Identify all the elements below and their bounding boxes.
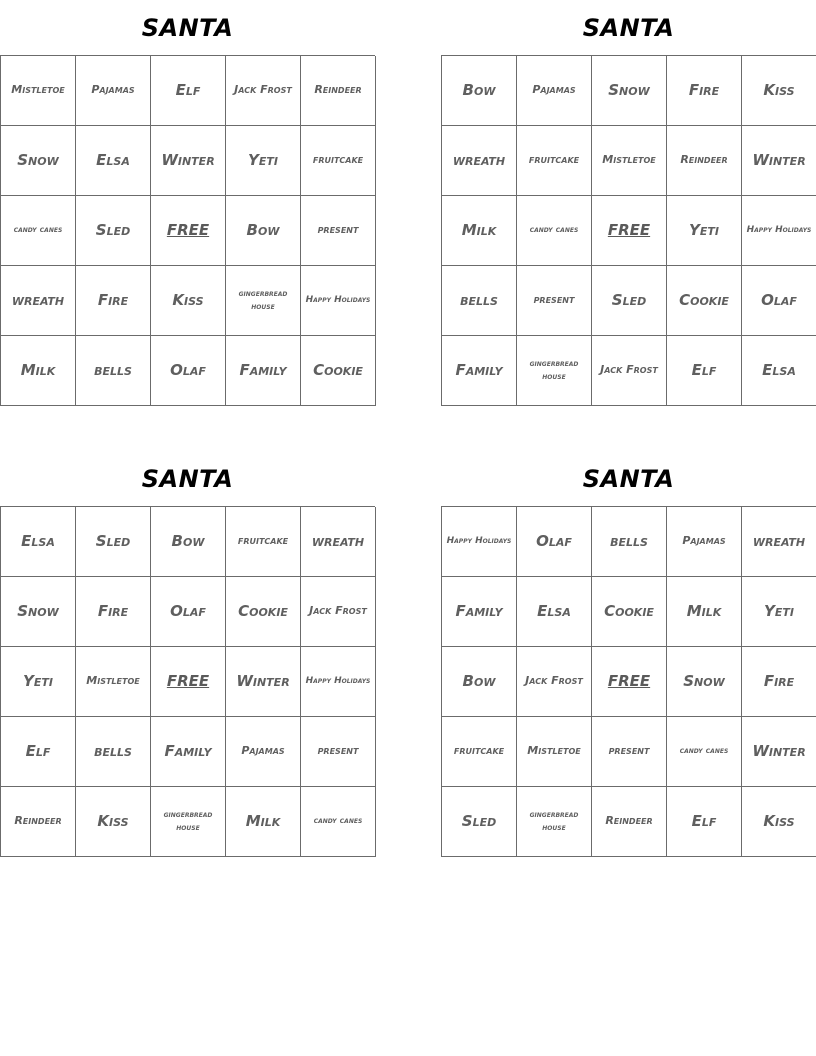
bingo-cell: Mistletoe bbox=[517, 717, 592, 787]
bingo-cell: Yeti bbox=[667, 196, 742, 266]
free-space-cell: FREE bbox=[151, 647, 226, 717]
bingo-cell: Elf bbox=[151, 56, 226, 126]
bingo-cell: Reindeer bbox=[1, 787, 76, 857]
bingo-cell: Mistletoe bbox=[592, 126, 667, 196]
bingo-cell: Yeti bbox=[742, 577, 816, 647]
bingo-cell: Mistletoe bbox=[1, 56, 76, 126]
bingo-card-1 bbox=[0, 0, 375, 406]
bingo-cell: Reindeer bbox=[667, 126, 742, 196]
bingo-cell: wreath bbox=[442, 126, 517, 196]
bingo-cell: gingerbread house bbox=[517, 336, 592, 406]
bingo-cell: Snow bbox=[1, 126, 76, 196]
bingo-cell: Olaf bbox=[151, 577, 226, 647]
bingo-cell: Elsa bbox=[1, 507, 76, 577]
bingo-card-3 bbox=[0, 451, 375, 857]
card-title: SANTA bbox=[582, 13, 675, 42]
bingo-cell: gingerbread house bbox=[151, 787, 226, 857]
bingo-cell: candy canes bbox=[517, 196, 592, 266]
bingo-cell: Jack Frost bbox=[301, 577, 376, 647]
bingo-cell: Fire bbox=[76, 266, 151, 336]
bingo-cell: fruitcake bbox=[442, 717, 517, 787]
bingo-cell: gingerbread house bbox=[517, 787, 592, 857]
bingo-cell: Family bbox=[442, 336, 517, 406]
bingo-cell: Pajamas bbox=[226, 717, 301, 787]
bingo-cell: wreath bbox=[742, 507, 816, 577]
bingo-cell: candy canes bbox=[301, 787, 376, 857]
bingo-card-4 bbox=[441, 451, 816, 857]
bingo-cell: Winter bbox=[151, 126, 226, 196]
bingo-cell: Jack Frost bbox=[226, 56, 301, 126]
bingo-cell: Cookie bbox=[226, 577, 301, 647]
bingo-cell: present bbox=[517, 266, 592, 336]
bingo-cell: Snow bbox=[667, 647, 742, 717]
bingo-cell: fruitcake bbox=[226, 507, 301, 577]
bingo-cell: Kiss bbox=[76, 787, 151, 857]
bingo-cell: present bbox=[301, 196, 376, 266]
bingo-cell: Winter bbox=[742, 717, 816, 787]
bingo-cell: Snow bbox=[1, 577, 76, 647]
bingo-grid bbox=[441, 506, 816, 857]
bingo-cell: bells bbox=[76, 336, 151, 406]
bingo-cell: present bbox=[301, 717, 376, 787]
bingo-cell: Family bbox=[442, 577, 517, 647]
bingo-cell: bells bbox=[592, 507, 667, 577]
free-space-cell: FREE bbox=[151, 196, 226, 266]
free-space-cell: FREE bbox=[592, 647, 667, 717]
bingo-cell: Cookie bbox=[667, 266, 742, 336]
bingo-cell: Mistletoe bbox=[76, 647, 151, 717]
bingo-cell: bells bbox=[442, 266, 517, 336]
bingo-grid bbox=[0, 506, 375, 857]
bingo-cell: Happy Holidays bbox=[301, 266, 376, 336]
bingo-cell: Yeti bbox=[226, 126, 301, 196]
bingo-cell: Happy Holidays bbox=[301, 647, 376, 717]
bingo-cell: Kiss bbox=[742, 56, 816, 126]
bingo-cell: Fire bbox=[76, 577, 151, 647]
bingo-cell: Jack Frost bbox=[517, 647, 592, 717]
bingo-cell: Sled bbox=[592, 266, 667, 336]
bingo-cell: Yeti bbox=[1, 647, 76, 717]
bingo-cell: Elsa bbox=[76, 126, 151, 196]
bingo-cell: Bow bbox=[151, 507, 226, 577]
bingo-cell: Cookie bbox=[592, 577, 667, 647]
free-space-cell: FREE bbox=[592, 196, 667, 266]
bingo-cell: Reindeer bbox=[301, 56, 376, 126]
bingo-cell: fruitcake bbox=[517, 126, 592, 196]
bingo-cell: gingerbread house bbox=[226, 266, 301, 336]
bingo-cell: Sled bbox=[442, 787, 517, 857]
bingo-cell: Pajamas bbox=[76, 56, 151, 126]
bingo-cell: candy canes bbox=[667, 717, 742, 787]
bingo-cell: Happy Holidays bbox=[442, 507, 517, 577]
bingo-cell: Olaf bbox=[742, 266, 816, 336]
bingo-cell: Family bbox=[151, 717, 226, 787]
card-title: SANTA bbox=[582, 464, 675, 493]
bingo-cell: Milk bbox=[1, 336, 76, 406]
bingo-cell: bells bbox=[76, 717, 151, 787]
bingo-cell: Sled bbox=[76, 196, 151, 266]
bingo-cell: Family bbox=[226, 336, 301, 406]
bingo-cell: Elf bbox=[667, 336, 742, 406]
bingo-cell: Olaf bbox=[151, 336, 226, 406]
bingo-cell: Snow bbox=[592, 56, 667, 126]
bingo-grid bbox=[441, 55, 816, 406]
bingo-cell: wreath bbox=[301, 507, 376, 577]
bingo-cell: Milk bbox=[667, 577, 742, 647]
bingo-cell: Bow bbox=[442, 647, 517, 717]
bingo-cell: Bow bbox=[226, 196, 301, 266]
bingo-cell: fruitcake bbox=[301, 126, 376, 196]
bingo-cell: Milk bbox=[226, 787, 301, 857]
bingo-cell: Winter bbox=[742, 126, 816, 196]
bingo-cell: Elsa bbox=[742, 336, 816, 406]
bingo-cell: Elf bbox=[1, 717, 76, 787]
bingo-cell: present bbox=[592, 717, 667, 787]
bingo-cell: Kiss bbox=[742, 787, 816, 857]
bingo-cell: Kiss bbox=[151, 266, 226, 336]
bingo-cell: Olaf bbox=[517, 507, 592, 577]
bingo-cell: Winter bbox=[226, 647, 301, 717]
bingo-cell: Elf bbox=[667, 787, 742, 857]
card-title: SANTA bbox=[141, 13, 234, 42]
bingo-cell: Happy Holidays bbox=[742, 196, 816, 266]
bingo-cell: Bow bbox=[442, 56, 517, 126]
bingo-grid bbox=[0, 55, 375, 406]
bingo-cell: Pajamas bbox=[667, 507, 742, 577]
bingo-card-2 bbox=[441, 0, 816, 406]
bingo-cell: Cookie bbox=[301, 336, 376, 406]
bingo-cell: Sled bbox=[76, 507, 151, 577]
bingo-cell: wreath bbox=[1, 266, 76, 336]
bingo-cell: Milk bbox=[442, 196, 517, 266]
card-title: SANTA bbox=[141, 464, 234, 493]
bingo-cell: Elsa bbox=[517, 577, 592, 647]
bingo-cell: Fire bbox=[667, 56, 742, 126]
bingo-cell: Jack Frost bbox=[592, 336, 667, 406]
bingo-cell: Fire bbox=[742, 647, 816, 717]
bingo-cell: Reindeer bbox=[592, 787, 667, 857]
bingo-cell: candy canes bbox=[1, 196, 76, 266]
bingo-cell: Pajamas bbox=[517, 56, 592, 126]
